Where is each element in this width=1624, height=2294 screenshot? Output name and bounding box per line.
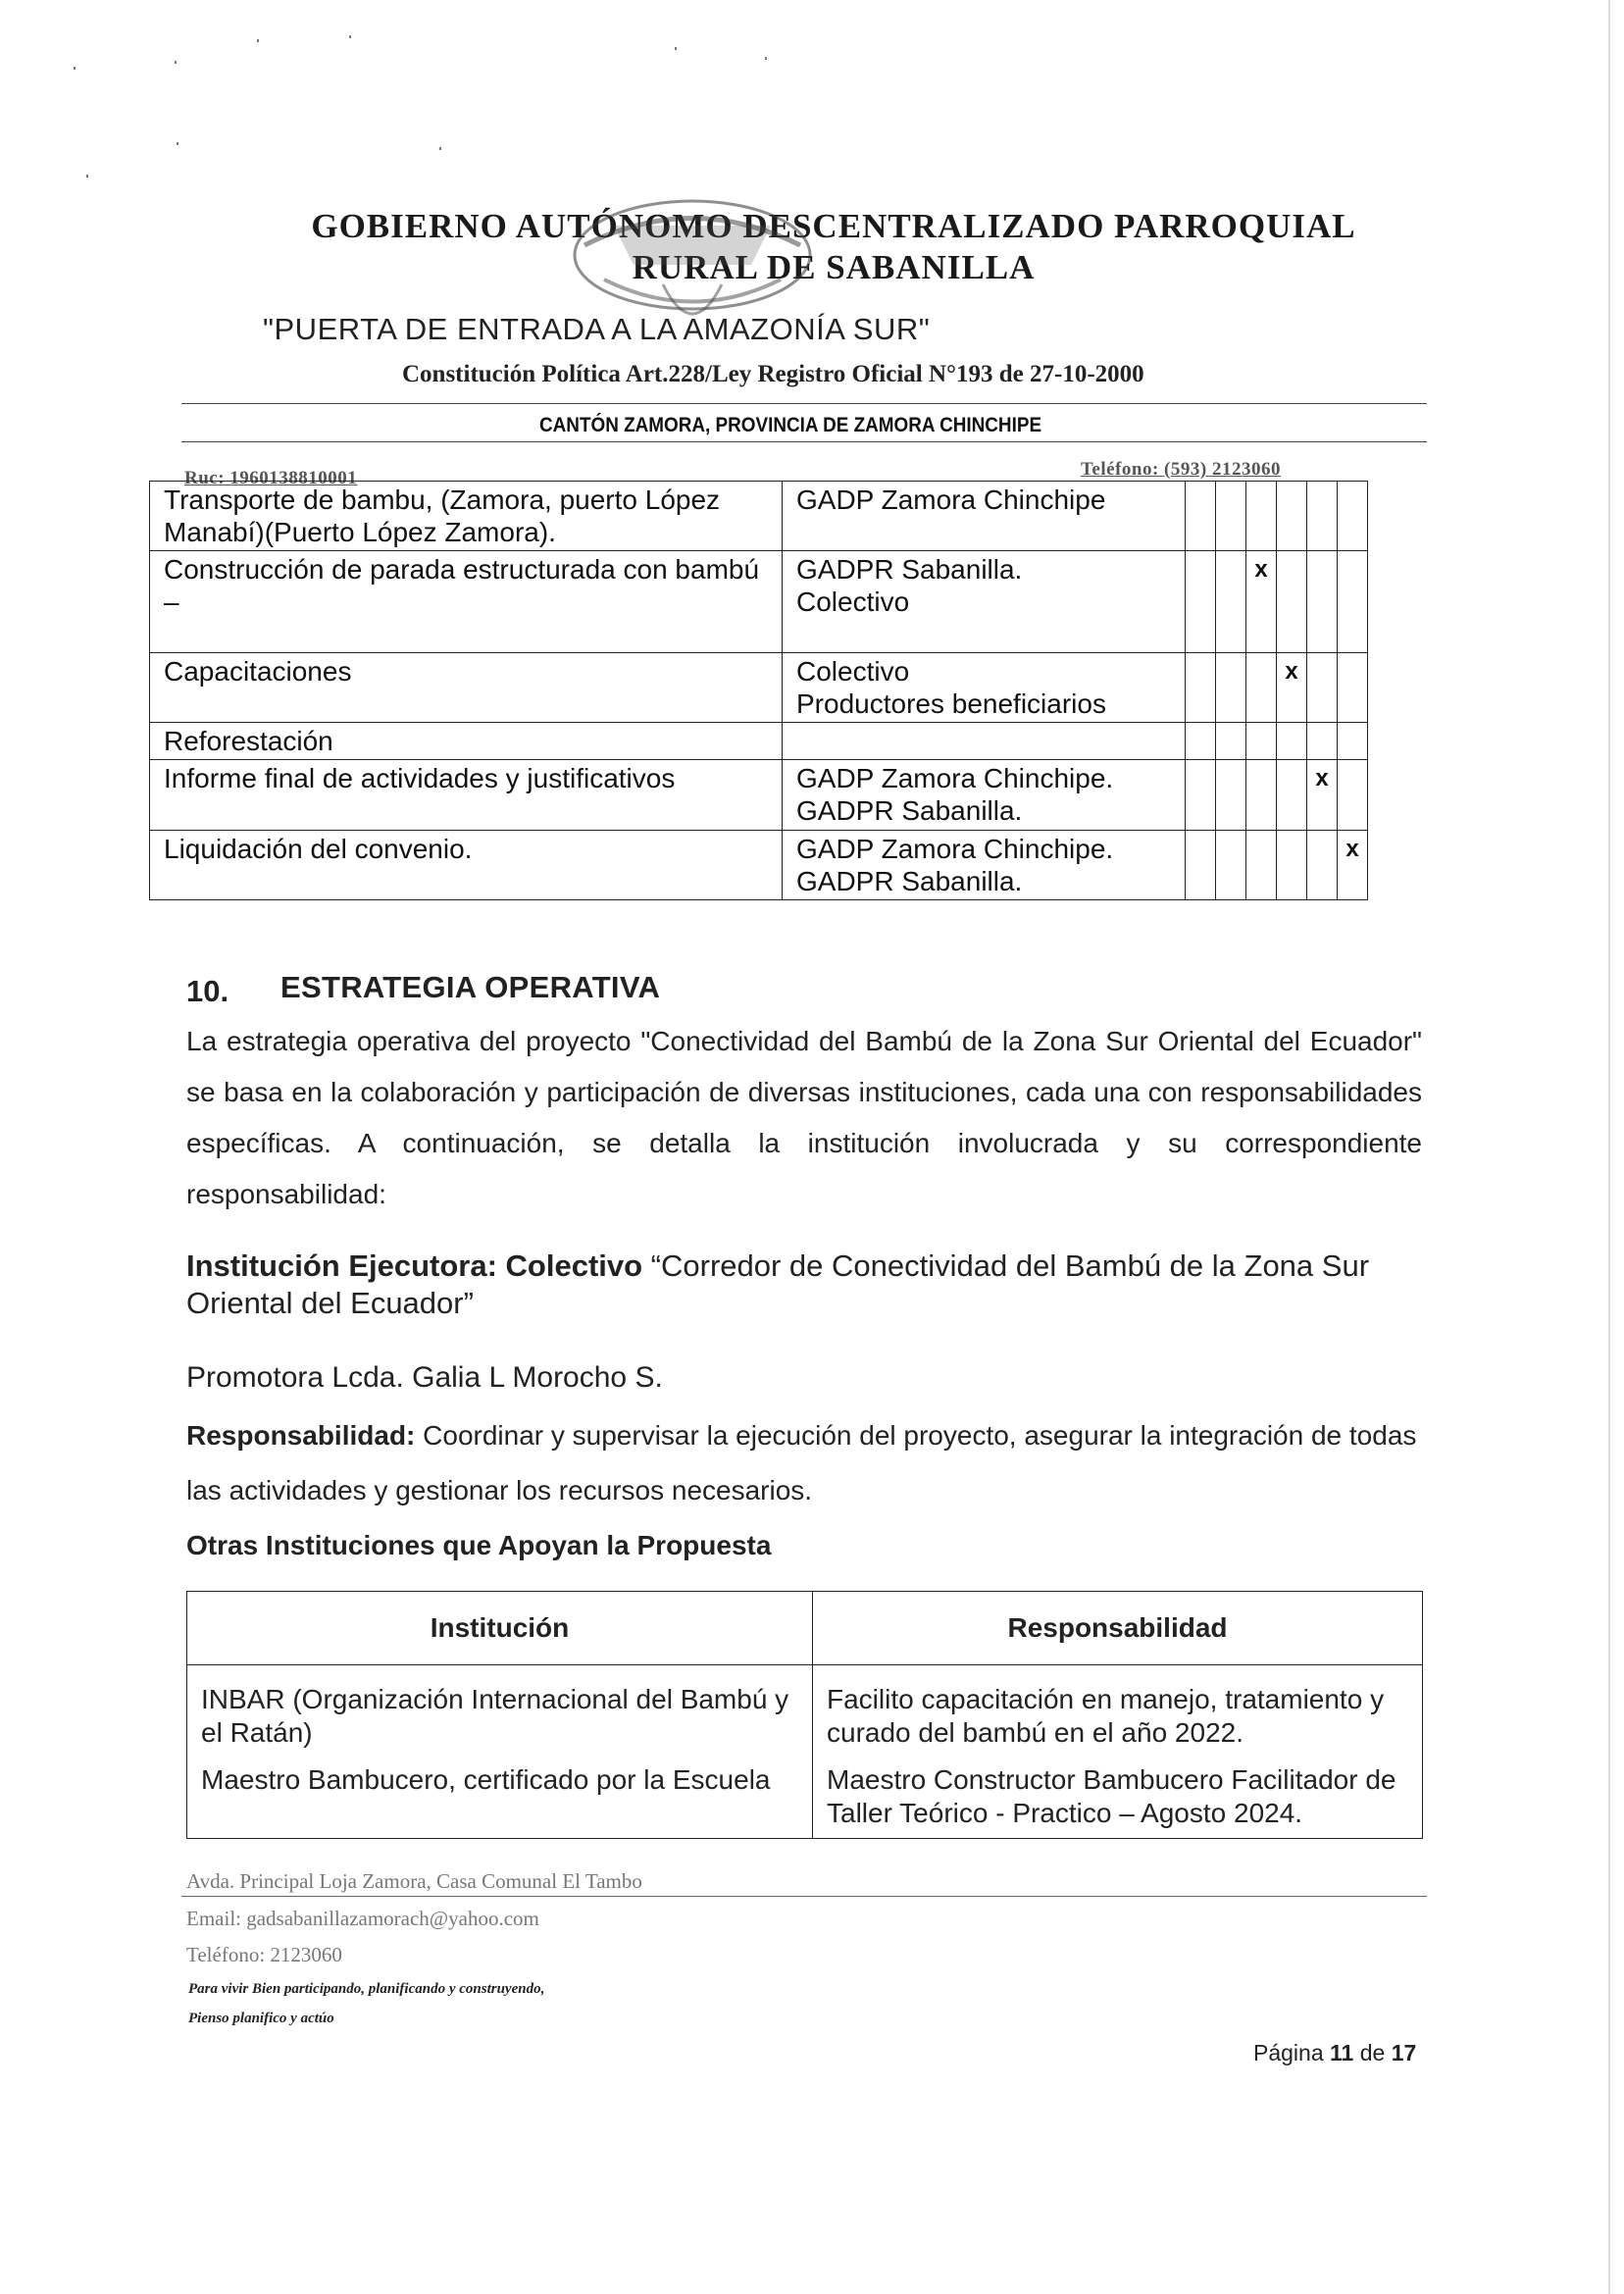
activity-cell: Informe final de actividades y justificativos xyxy=(150,760,783,831)
institutions-header-row xyxy=(187,1592,1423,1665)
activity-cell: Liquidación del convenio. xyxy=(150,831,783,900)
page-number xyxy=(1253,2040,1416,2066)
schedule-mark-cell: x xyxy=(1277,653,1307,723)
schedule-row xyxy=(150,482,1368,551)
footer-motto-line2: Pienso planifico y actúo xyxy=(188,2011,334,2026)
scan-speck xyxy=(74,67,76,70)
scan-speck xyxy=(765,57,767,60)
schedule-mark-cell xyxy=(1277,723,1307,760)
org-title-line1: GOBIERNO AUTÓNOMO DESCENTRALIZADO PARROQUIAL xyxy=(311,207,1356,245)
table-row xyxy=(187,1665,1423,1755)
schedule-mark-cell xyxy=(1338,482,1368,551)
responsible-cell: GADP Zamora Chinchipe xyxy=(783,482,1186,551)
institution-cell: Maestro Bambucero, certificado por la Escuela xyxy=(187,1754,813,1839)
schedule-mark-cell xyxy=(1307,723,1338,760)
executing-institution-label: Institución Ejecutora: Colectivo xyxy=(186,1249,643,1283)
scan-speck xyxy=(675,47,677,50)
footer-phone: Teléfono: 2123060 xyxy=(186,1943,342,1966)
schedule-mark-cell xyxy=(1338,653,1368,723)
footer-motto-line1: Para vivir Bien participando, planificando y construyendo, xyxy=(188,1981,545,1997)
footer-address: Avda. Principal Loja Zamora, Casa Comunal El Tambo xyxy=(186,1869,642,1893)
schedule-mark-cell xyxy=(1307,653,1338,723)
schedule-mark-cell: x xyxy=(1246,551,1277,653)
executing-institution xyxy=(186,1248,1422,1322)
schedule-mark-cell xyxy=(1246,760,1277,831)
activity-cell: Transporte de bambu, (Zamora, puerto López Manabí)(Puerto López Zamora). xyxy=(150,482,783,551)
schedule-mark-cell xyxy=(1216,551,1246,653)
schedule-mark-cell xyxy=(1338,551,1368,653)
schedule-mark-cell xyxy=(1246,831,1277,900)
section-number: 10. xyxy=(186,974,229,1008)
activity-cell: Capacitaciones xyxy=(150,653,783,723)
schedule-mark-cell xyxy=(1186,760,1216,831)
responsibility-cell: Maestro Constructor Bambucero Facilitador de Taller Teórico - Practico – Agosto 2024. xyxy=(813,1754,1423,1839)
activity-cell: Construcción de parada estructurada con bambú – xyxy=(150,551,783,653)
schedule-mark-cell xyxy=(1186,482,1216,551)
org-title-line2: RURAL DE SABANILLA xyxy=(632,248,1036,286)
schedule-row xyxy=(150,760,1368,831)
canton-province: CANTÓN ZAMORA, PROVINCIA DE ZAMORA CHINCHIPE xyxy=(539,414,1042,436)
strategy-paragraph: La estrategia operativa del proyecto "Conectividad del Bambú de la Zona Sur Oriental del Ecuador" se basa en la colaboración y participación de diversas instituciones, cada una con responsabilidades específicas. A continuación, se detalla la institución involucrada y su correspondiente responsabilidad: xyxy=(186,1026,1422,1209)
scan-speck xyxy=(86,175,88,178)
promoter: Promotora Lcda. Galia L Morocho S. xyxy=(186,1361,663,1394)
schedule-mark-cell xyxy=(1246,653,1277,723)
scan-speck xyxy=(439,147,441,150)
page-total: 17 xyxy=(1391,2040,1417,2065)
schedule-mark-cell xyxy=(1186,831,1216,900)
schedule-mark-cell xyxy=(1338,760,1368,831)
executing-institution-name: “Corredor de Conectividad del Bambú de la Zona Sur Oriental del Ecuador” xyxy=(186,1249,1370,1320)
schedule-mark-cell xyxy=(1216,831,1246,900)
schedule-mark-cell xyxy=(1277,551,1307,653)
schedule-mark-cell xyxy=(1186,653,1216,723)
table-row xyxy=(187,1754,1423,1839)
schedule-row xyxy=(150,551,1368,653)
page-of: de xyxy=(1353,2040,1392,2065)
footer-rule xyxy=(181,1896,1427,1897)
schedule-mark-cell xyxy=(1338,723,1368,760)
schedule-mark-cell xyxy=(1186,551,1216,653)
schedule-table xyxy=(149,481,1368,900)
responsible-cell: GADP Zamora Chinchipe. GADPR Sabanilla. xyxy=(783,831,1186,900)
scan-speck xyxy=(177,142,178,145)
schedule-row xyxy=(150,653,1368,723)
footer-email: Email: gadsabanillazamorach@yahoo.com xyxy=(186,1907,539,1930)
supporting-institutions-title: Otras Instituciones que Apoyan la Propuesta xyxy=(186,1530,772,1560)
scan-speck xyxy=(257,39,259,42)
header-responsibility: Responsabilidad xyxy=(813,1592,1423,1665)
schedule-mark-cell xyxy=(1216,723,1246,760)
page-current: 11 xyxy=(1330,2040,1354,2065)
responsibility xyxy=(186,1408,1422,1518)
schedule-mark-cell xyxy=(1216,653,1246,723)
schedule-mark-cell xyxy=(1246,723,1277,760)
responsibility-text: Coordinar y supervisar la ejecución del proyecto, asegurar la integración de todas las actividades y gestionar los recursos necesarios. xyxy=(186,1420,1417,1505)
page-word: Página xyxy=(1253,2040,1331,2065)
scan-speck xyxy=(175,61,177,64)
institution-cell: INBAR (Organización Internacional del Bambú y el Ratán) xyxy=(187,1665,813,1755)
header-phone: Teléfono: (593) 2123060 xyxy=(1081,459,1281,480)
schedule-mark-cell xyxy=(1307,551,1338,653)
schedule-mark-cell xyxy=(1277,482,1307,551)
schedule-row xyxy=(150,831,1368,900)
responsibility-cell: Facilito capacitación en manejo, tratamiento y curado del bambú en el año 2022. xyxy=(813,1665,1423,1755)
responsible-cell: GADPR Sabanilla. Colectivo xyxy=(783,551,1186,653)
responsible-cell: GADP Zamora Chinchipe. GADPR Sabanilla. xyxy=(783,760,1186,831)
responsible-cell: Colectivo Productores beneficiarios xyxy=(783,653,1186,723)
header-institution: Institución xyxy=(187,1592,813,1665)
schedule-mark-cell xyxy=(1186,723,1216,760)
ruc-number: Ruc: 1960138810001 xyxy=(184,468,358,488)
activity-cell: Reforestación xyxy=(150,723,783,760)
schedule-mark-cell xyxy=(1216,760,1246,831)
schedule-mark-cell xyxy=(1277,831,1307,900)
institutions-table xyxy=(186,1591,1423,1839)
responsible-cell xyxy=(783,723,1186,760)
slogan: "PUERTA DE ENTRADA A LA AMAZONÍA SUR" xyxy=(263,312,931,346)
schedule-mark-cell xyxy=(1216,482,1246,551)
schedule-mark-cell xyxy=(1307,482,1338,551)
page-edge-shadow xyxy=(1608,0,1610,2294)
constitution-reference: Constitución Política Art.228/Ley Registro Oficial N°193 de 27-10-2000 xyxy=(402,361,1144,387)
schedule-row xyxy=(150,723,1368,760)
header-rule-bottom xyxy=(181,441,1427,442)
schedule-mark-cell: x xyxy=(1307,760,1338,831)
schedule-mark-cell xyxy=(1277,760,1307,831)
responsibility-label: Responsabilidad: xyxy=(186,1420,416,1451)
header-rule-top xyxy=(181,403,1427,404)
scan-speck xyxy=(349,35,351,38)
schedule-mark-cell: x xyxy=(1338,831,1368,900)
schedule-mark-cell xyxy=(1307,831,1338,900)
section-title: ESTRATEGIA OPERATIVA xyxy=(280,970,661,1004)
schedule-mark-cell xyxy=(1246,482,1277,551)
